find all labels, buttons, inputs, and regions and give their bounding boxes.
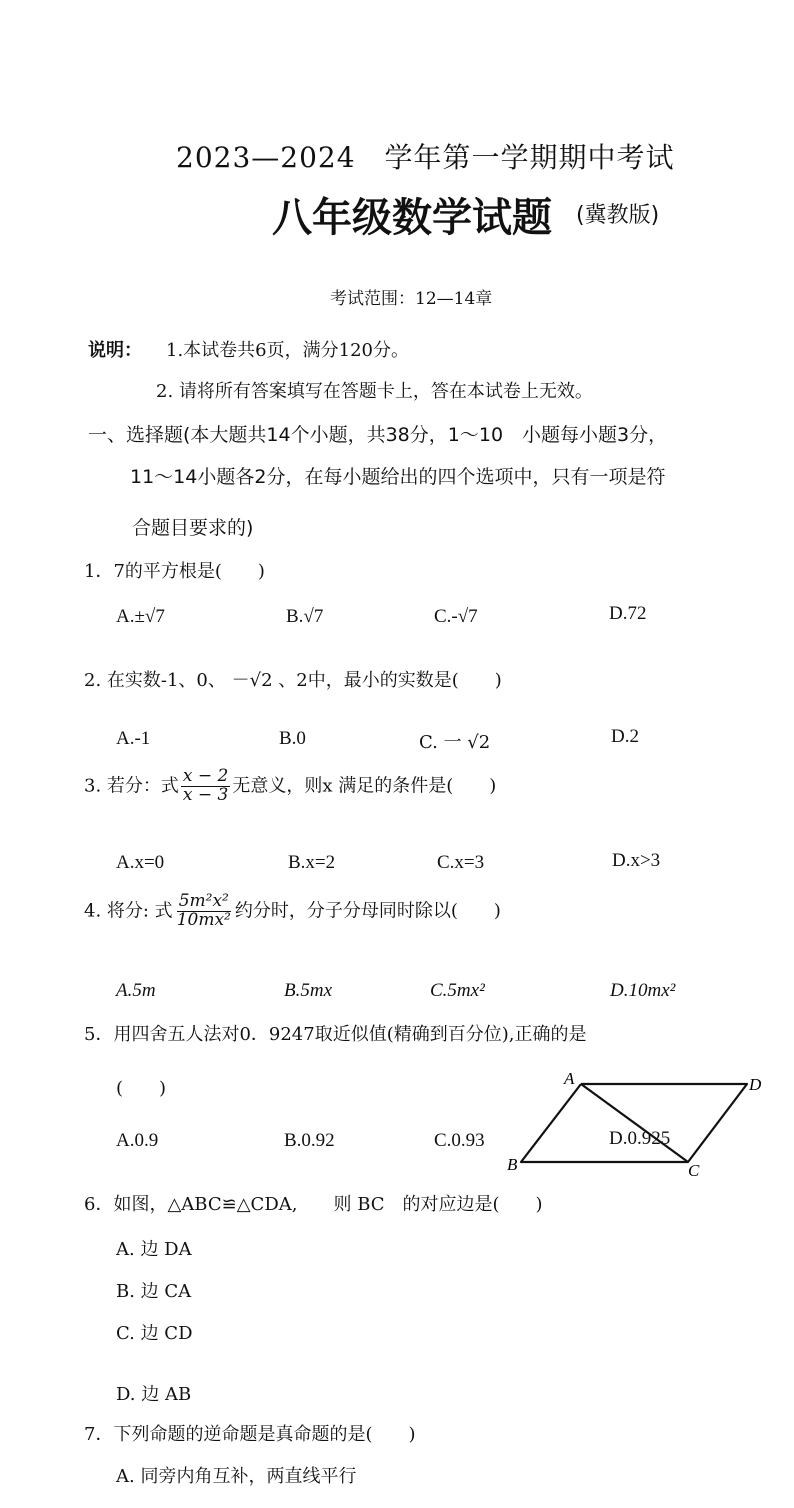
exam-scope: 考试范围：12—14章 [330, 289, 493, 309]
question-3-numerator: x − 2 [182, 766, 229, 786]
vertex-label-a: A [564, 1069, 575, 1088]
question-5-stem: 5．用四舍五人法对0．9247取近似值(精确到百分位),正确的是 [84, 1024, 587, 1045]
exam-main-title: 八年级数学试题 [272, 195, 552, 241]
diagonal-ac [581, 1084, 688, 1162]
question-6-option-b: B. 边 CA [116, 1281, 192, 1302]
question-1-option-c: C.-√7 [434, 606, 478, 627]
parallelogram-figure [505, 1068, 770, 1180]
question-4-option-d: D.10mx² [610, 980, 676, 1001]
question-6-option-a: A. 边 DA [116, 1239, 192, 1260]
section1-heading-line2: 11～14小题各2分，在每小题给出的四个选项中，只有一项是符 [130, 466, 666, 488]
question-4-numerator: 5m²x² [178, 891, 229, 911]
question-4-suffix: 约分时，分子分母同时除以( ) [234, 900, 501, 922]
vertex-label-d: D [749, 1075, 762, 1094]
question-3-option-b: B.x=2 [288, 852, 336, 873]
question-2-option-b: B.0 [279, 728, 306, 749]
question-3-option-d: D.x>3 [612, 850, 661, 871]
question-4-option-a: A.5m [116, 980, 156, 1001]
question-6-option-c: C. 边 CD [116, 1323, 193, 1344]
question-5-option-b: B.0.92 [284, 1130, 335, 1151]
question-4-prefix: 4. 将分: 式 [84, 900, 173, 922]
question-3-suffix: 无意义，则x 满足的条件是( ) [232, 775, 497, 797]
vertex-label-c: C [688, 1161, 700, 1180]
question-7-option-a: A. 同旁内角互补，两直线平行 [116, 1466, 357, 1487]
question-4-option-c: C.5mx² [430, 980, 485, 1001]
question-3-fraction [181, 768, 230, 805]
question-3-stem [84, 768, 496, 805]
question-6-stem: 6．如图，△ABC≌△CDA, 则 BC 的对应边是( ) [84, 1194, 543, 1215]
question-3-option-a: A.x=0 [116, 852, 165, 873]
section1-heading-line1: 一、选择题(本大题共14个小题，共38分，1～10 小题每小题3分， [88, 424, 668, 446]
question-6-option-d: D. 边 AB [116, 1384, 192, 1405]
question-4-stem [84, 893, 501, 930]
question-3-option-c: C.x=3 [437, 852, 485, 873]
instruction-2: 2. 请将所有答案填写在答题卡上，答在本试卷上无效。 [156, 381, 593, 402]
question-3-prefix: 3. 若分：式 [84, 775, 179, 797]
question-1-option-b: B.√7 [286, 606, 324, 627]
question-5-option-d: D.0.925 [609, 1128, 671, 1149]
question-2-option-c: C. 一 √2 [419, 732, 491, 753]
question-5-blank: ( ) [116, 1078, 167, 1099]
question-4-option-b: B.5mx [284, 980, 333, 1001]
question-2-option-d: D.2 [611, 726, 639, 747]
vertex-label-b: B [507, 1155, 518, 1174]
question-5-option-a: A.0.9 [116, 1130, 159, 1151]
exam-edition: (冀教版) [576, 203, 660, 228]
question-7-stem: 7．下列命题的逆命题是真命题的是( ) [84, 1424, 416, 1445]
question-3-denominator: x − 3 [182, 784, 229, 805]
question-4-denominator: 10mx² [176, 909, 231, 930]
question-4-fraction [175, 893, 233, 930]
question-2-option-a: A.-1 [116, 728, 151, 749]
instruction-1: 1.本试卷共6页，满分120分。 [166, 340, 409, 361]
question-2-stem: 2. 在实数-1、0、 －√2 、2中，最小的实数是( ) [84, 670, 502, 691]
instructions-label: 说明： [88, 340, 142, 361]
section1-heading-line3: 合题目要求的) [132, 517, 254, 539]
question-5-option-c: C.0.93 [434, 1130, 485, 1151]
question-1-option-d: D.72 [609, 603, 647, 624]
exam-year-title: 2023—2024 学年第一学期期中考试 [176, 141, 675, 174]
question-1-option-a: A.±√7 [116, 606, 165, 627]
question-1-stem: 1．7的平方根是( ) [84, 561, 265, 582]
